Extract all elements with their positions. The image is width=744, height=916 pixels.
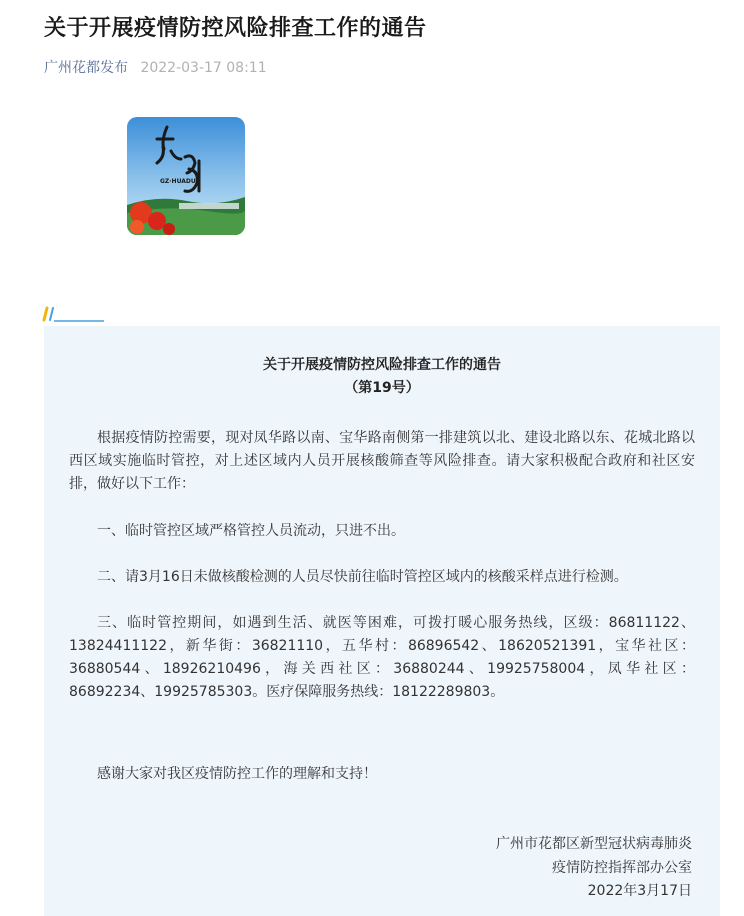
notice-date: 2022年3月17日 [587,883,692,899]
notice-title: 关于开展疫情防控风险排查工作的通告 [263,357,501,373]
notice-item-2: 二、请3月16日未做核酸检测的人员尽快前往临时管控区域内的核酸采样点进行检测。 [97,569,628,585]
notice-intro: 根据疫情防控需要，现对凤华路以南、宝华路南侧第一排建筑以北、建设北路以东、花城北路以西区域实施临时管控，对上述区域内人员开展核酸筛查等风险排查。请大家积极配合政府和社区安排，做好以下工作： [69,430,695,492]
notice-thanks: 感谢大家对我区疫情防控工作的理解和支持！ [97,766,377,782]
article-title: 关于开展疫情防控风险排查工作的通告 [44,16,427,41]
notice-item-3: 三、临时管控期间，如遇到生活、就医等困难，可拨打暖心服务热线，区级：86811122、13824411122，新华街：36821110，五华村：86896542、18620521391，宝华社区：36880544、18926210496，海关西社区：36880244、19925758004，凤华社区：86892234、19925785303。医疗保障服务热线：18122289803。 [69,615,695,700]
logo-caption: GZ·HUADU [160,178,196,185]
huadu-logo-image [127,117,245,235]
signer-line-1: 广州市花都区新型冠状病毒肺炎 [496,836,692,852]
article-meta [44,58,267,78]
account-name-link[interactable]: 广州花都发布 [44,60,128,76]
publish-time: 2022-03-17 08:11 [140,60,267,76]
notice-item-1: 一、临时管控区域严格管控人员流动，只进不出。 [97,523,405,539]
notice-number: （第19号） [344,380,420,396]
notice-box [44,326,720,916]
signer-line-2: 疫情防控指挥部办公室 [552,860,692,876]
section-decoration [42,302,106,324]
